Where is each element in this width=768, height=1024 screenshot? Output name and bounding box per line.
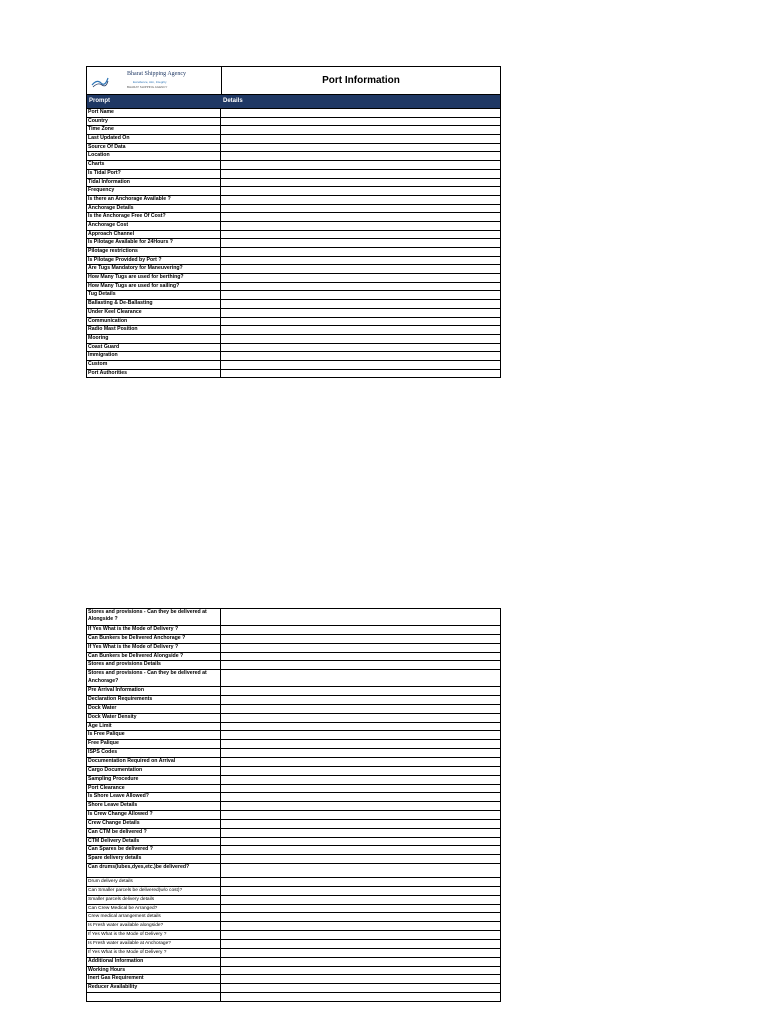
prompt-cell: Can Spares be delivered ? bbox=[87, 846, 221, 854]
company-logo bbox=[87, 67, 222, 94]
table-row bbox=[87, 135, 500, 144]
table-row bbox=[87, 940, 500, 949]
prompt-cell: Can Smaller parcels be delivered(w/o cost)? bbox=[87, 887, 221, 895]
prompt-cell: Can Bunkers be Delivered Alongside ? bbox=[87, 653, 221, 661]
table-row bbox=[87, 975, 500, 984]
table-row bbox=[87, 257, 500, 266]
prompt-cell: If Yes What is the Mode of Delivery ? bbox=[87, 626, 221, 634]
ship-logo-icon bbox=[91, 75, 109, 89]
details-cell[interactable] bbox=[221, 922, 500, 930]
prompt-cell: Working Hours bbox=[87, 967, 221, 975]
details-cell[interactable] bbox=[221, 109, 500, 117]
details-cell[interactable] bbox=[221, 370, 500, 378]
company-subline: BHARAT SHIPPING AGENCY bbox=[127, 85, 168, 89]
prompt-cell: Immigration bbox=[87, 352, 221, 360]
table-row bbox=[87, 344, 500, 353]
prompt-cell: Dock Water Density bbox=[87, 714, 221, 722]
details-cell[interactable] bbox=[221, 749, 500, 757]
prompt-cell: Inert Gas Requirement bbox=[87, 975, 221, 983]
prompt-cell: Dock Water bbox=[87, 705, 221, 713]
table-row bbox=[87, 309, 500, 318]
prompt-column-header: Prompt bbox=[89, 98, 110, 104]
details-cell[interactable] bbox=[221, 283, 500, 291]
company-name: Bharat Shipping Agency bbox=[127, 71, 186, 77]
prompt-cell: Tidal Information bbox=[87, 179, 221, 187]
details-cell[interactable] bbox=[221, 687, 500, 695]
table-row bbox=[87, 291, 500, 300]
table-row bbox=[87, 931, 500, 940]
table-row bbox=[87, 958, 500, 967]
port-services-table bbox=[86, 608, 501, 1002]
prompt-cell: Cargo Documentation bbox=[87, 767, 221, 775]
table-row bbox=[87, 887, 500, 896]
table-row bbox=[87, 829, 500, 838]
details-cell[interactable] bbox=[221, 644, 500, 652]
table-row bbox=[87, 967, 500, 976]
details-cell[interactable] bbox=[221, 635, 500, 643]
prompt-cell: Crew Change Details bbox=[87, 820, 221, 828]
table-row bbox=[87, 723, 500, 732]
details-cell[interactable] bbox=[221, 940, 500, 948]
table-row bbox=[87, 864, 500, 878]
details-cell[interactable] bbox=[221, 239, 500, 247]
details-cell[interactable] bbox=[221, 993, 500, 1001]
details-cell[interactable] bbox=[221, 913, 500, 921]
prompt-cell: How Many Tugs are used for sailing? bbox=[87, 283, 221, 291]
details-cell[interactable] bbox=[221, 344, 500, 352]
table-row bbox=[87, 109, 500, 118]
table-row bbox=[87, 855, 500, 864]
table-row bbox=[87, 984, 500, 993]
prompt-cell: Custom bbox=[87, 361, 221, 369]
details-cell[interactable] bbox=[221, 949, 500, 957]
prompt-cell: Can drums(lubes,dyes,etc.)be delivered? bbox=[87, 864, 221, 877]
prompt-cell: Spare delivery details bbox=[87, 855, 221, 863]
prompt-cell: ISPS Codes bbox=[87, 749, 221, 757]
prompt-cell: Stores and provisions Details bbox=[87, 661, 221, 669]
table-row bbox=[87, 949, 500, 958]
details-cell[interactable] bbox=[221, 767, 500, 775]
table-row bbox=[87, 170, 500, 179]
details-cell[interactable] bbox=[221, 802, 500, 810]
details-cell[interactable] bbox=[221, 318, 500, 326]
table-row bbox=[87, 205, 500, 214]
details-cell[interactable] bbox=[221, 213, 500, 221]
prompt-cell: Age Limit bbox=[87, 723, 221, 731]
prompt-cell: Can Bunkers be Delivered Anchorage ? bbox=[87, 635, 221, 643]
details-cell[interactable] bbox=[221, 705, 500, 713]
prompt-cell: Is Pilotage Available for 24Hours ? bbox=[87, 239, 221, 247]
details-cell[interactable] bbox=[221, 931, 500, 939]
table-row bbox=[87, 993, 500, 1002]
prompt-cell: Is Crew Change Allowed ? bbox=[87, 811, 221, 819]
table-row bbox=[87, 626, 500, 635]
details-cell[interactable] bbox=[221, 205, 500, 213]
table-row bbox=[87, 213, 500, 222]
prompt-cell: Is there an Anchorage Available ? bbox=[87, 196, 221, 204]
table-row bbox=[87, 326, 500, 335]
table-row bbox=[87, 758, 500, 767]
table-row bbox=[87, 922, 500, 931]
prompt-cell: Anchorage Cost bbox=[87, 222, 221, 230]
table-row bbox=[87, 231, 500, 240]
prompt-cell: Crew medical arrangement details bbox=[87, 913, 221, 921]
prompt-cell: Additional Information bbox=[87, 958, 221, 966]
table-row bbox=[87, 335, 500, 344]
details-cell[interactable] bbox=[221, 811, 500, 819]
prompt-cell: Is Fresh water available alongside? bbox=[87, 922, 221, 930]
prompt-cell: Pilotage restrictions bbox=[87, 248, 221, 256]
details-cell[interactable] bbox=[221, 152, 500, 160]
prompt-cell: Communication bbox=[87, 318, 221, 326]
prompt-cell: Smaller parcels delivery details bbox=[87, 896, 221, 904]
details-cell[interactable] bbox=[221, 878, 500, 886]
prompt-cell: Frequency bbox=[87, 187, 221, 195]
prompt-cell: Country bbox=[87, 118, 221, 126]
details-cell[interactable] bbox=[221, 661, 500, 669]
table-row bbox=[87, 740, 500, 749]
details-cell[interactable] bbox=[221, 731, 500, 739]
table-row bbox=[87, 274, 500, 283]
details-cell[interactable] bbox=[221, 855, 500, 863]
prompt-cell: Free Palique bbox=[87, 740, 221, 748]
table-row bbox=[87, 749, 500, 758]
details-cell[interactable] bbox=[221, 967, 500, 975]
prompt-cell: Charts bbox=[87, 161, 221, 169]
details-cell[interactable] bbox=[221, 975, 500, 983]
details-cell[interactable] bbox=[221, 626, 500, 634]
details-cell[interactable] bbox=[221, 144, 500, 152]
details-cell[interactable] bbox=[221, 257, 500, 265]
prompt-cell: Is Fresh water available at Anchorage? bbox=[87, 940, 221, 948]
prompt-cell: Radio Mast Position bbox=[87, 326, 221, 334]
table-row bbox=[87, 239, 500, 248]
prompt-cell: Tug Details bbox=[87, 291, 221, 299]
table-row bbox=[87, 370, 500, 379]
table-row bbox=[87, 179, 500, 188]
table-row bbox=[87, 878, 500, 887]
sheet-header bbox=[86, 66, 501, 95]
details-cell[interactable] bbox=[221, 714, 500, 722]
details-cell[interactable] bbox=[221, 118, 500, 126]
table-row bbox=[87, 653, 500, 662]
prompt-cell: Time Zone bbox=[87, 126, 221, 134]
prompt-cell: Is Tidal Port? bbox=[87, 170, 221, 178]
details-cell[interactable] bbox=[221, 291, 500, 299]
details-cell[interactable] bbox=[221, 723, 500, 731]
table-row bbox=[87, 661, 500, 670]
prompt-cell: If Yes What is the Mode of Delivery ? bbox=[87, 949, 221, 957]
table-row bbox=[87, 785, 500, 794]
prompt-cell: Stores and provisions - Can they be delivered at Alongside ? bbox=[87, 609, 221, 625]
table-row bbox=[87, 118, 500, 127]
table-row bbox=[87, 187, 500, 196]
table-row bbox=[87, 126, 500, 135]
details-cell[interactable] bbox=[221, 309, 500, 317]
details-cell[interactable] bbox=[221, 838, 500, 846]
table-row bbox=[87, 670, 500, 687]
prompt-cell: Ballasting & De-Ballasting bbox=[87, 300, 221, 308]
prompt-cell: How Many Tugs are used for berthing? bbox=[87, 274, 221, 282]
details-cell[interactable] bbox=[221, 335, 500, 343]
details-cell[interactable] bbox=[221, 864, 500, 877]
table-row bbox=[87, 265, 500, 274]
prompt-cell: Is Free Palique bbox=[87, 731, 221, 739]
table-row bbox=[87, 222, 500, 231]
prompt-cell: Documentation Required on Arrival bbox=[87, 758, 221, 766]
details-cell[interactable] bbox=[221, 170, 500, 178]
prompt-cell: Approach Channel bbox=[87, 231, 221, 239]
details-cell[interactable] bbox=[221, 187, 500, 195]
table-row bbox=[87, 609, 500, 626]
prompt-cell: Reducer Availability bbox=[87, 984, 221, 992]
prompt-cell: If Yes What is the Mode of Delivery ? bbox=[87, 931, 221, 939]
details-cell[interactable] bbox=[221, 300, 500, 308]
table-row bbox=[87, 820, 500, 829]
details-cell[interactable] bbox=[221, 265, 500, 273]
table-row bbox=[87, 300, 500, 309]
details-cell[interactable] bbox=[221, 609, 500, 625]
prompt-cell: If Yes What is the Mode of Delivery ? bbox=[87, 644, 221, 652]
details-column-header: Details bbox=[223, 98, 243, 104]
details-cell[interactable] bbox=[221, 740, 500, 748]
table-row bbox=[87, 644, 500, 653]
table-row bbox=[87, 913, 500, 922]
details-cell[interactable] bbox=[221, 352, 500, 360]
details-cell[interactable] bbox=[221, 248, 500, 256]
details-cell[interactable] bbox=[221, 793, 500, 801]
prompt-cell: Port Clearance bbox=[87, 785, 221, 793]
details-cell[interactable] bbox=[221, 887, 500, 895]
details-cell[interactable] bbox=[221, 820, 500, 828]
prompt-cell: Source Of Data bbox=[87, 144, 221, 152]
prompt-cell: Sampling Procedure bbox=[87, 776, 221, 784]
table-row bbox=[87, 361, 500, 370]
prompt-cell: Port Name bbox=[87, 109, 221, 117]
details-cell[interactable] bbox=[221, 758, 500, 766]
details-cell[interactable] bbox=[221, 696, 500, 704]
table-row bbox=[87, 811, 500, 820]
prompt-cell: Location bbox=[87, 152, 221, 160]
details-cell[interactable] bbox=[221, 896, 500, 904]
table-row bbox=[87, 687, 500, 696]
column-header-row bbox=[86, 95, 501, 108]
table-row bbox=[87, 905, 500, 914]
prompt-cell: Are Tugs Mandatory for Maneuvering? bbox=[87, 265, 221, 273]
details-cell[interactable] bbox=[221, 196, 500, 204]
prompt-cell: Can Crew Medical be Arranged? bbox=[87, 905, 221, 913]
port-info-table bbox=[86, 108, 501, 378]
details-cell[interactable] bbox=[221, 126, 500, 134]
table-row bbox=[87, 196, 500, 205]
table-row bbox=[87, 144, 500, 153]
table-row bbox=[87, 714, 500, 723]
prompt-cell: Drum delivery details bbox=[87, 878, 221, 886]
table-row bbox=[87, 635, 500, 644]
table-row bbox=[87, 318, 500, 327]
details-cell[interactable] bbox=[221, 785, 500, 793]
details-cell[interactable] bbox=[221, 958, 500, 966]
prompt-cell: Shore Leave Details bbox=[87, 802, 221, 810]
details-cell[interactable] bbox=[221, 274, 500, 282]
details-cell[interactable] bbox=[221, 776, 500, 784]
prompt-cell bbox=[87, 993, 221, 1001]
page-title: Port Information bbox=[322, 75, 400, 86]
prompt-cell: Is Pilotage Provided by Port ? bbox=[87, 257, 221, 265]
prompt-cell: Mooring bbox=[87, 335, 221, 343]
details-cell[interactable] bbox=[221, 135, 500, 143]
table-row bbox=[87, 283, 500, 292]
table-row bbox=[87, 896, 500, 905]
table-row bbox=[87, 776, 500, 785]
table-row bbox=[87, 248, 500, 257]
prompt-cell: Is Shore Leave Allowed? bbox=[87, 793, 221, 801]
table-row bbox=[87, 696, 500, 705]
details-cell[interactable] bbox=[221, 846, 500, 854]
port-information-sheet-page-2 bbox=[86, 608, 501, 1002]
table-row bbox=[87, 161, 500, 170]
details-cell[interactable] bbox=[221, 829, 500, 837]
prompt-cell: Declaration Requirements bbox=[87, 696, 221, 704]
prompt-cell: Coast Guard bbox=[87, 344, 221, 352]
prompt-cell: Is the Anchorage Free Of Cost? bbox=[87, 213, 221, 221]
table-row bbox=[87, 352, 500, 361]
details-cell[interactable] bbox=[221, 653, 500, 661]
details-cell[interactable] bbox=[221, 161, 500, 169]
details-cell[interactable] bbox=[221, 984, 500, 992]
prompt-cell: Pre Arrival Information bbox=[87, 687, 221, 695]
table-row bbox=[87, 793, 500, 802]
details-cell[interactable] bbox=[221, 179, 500, 187]
details-cell[interactable] bbox=[221, 222, 500, 230]
table-row bbox=[87, 767, 500, 776]
table-row bbox=[87, 846, 500, 855]
prompt-cell: Anchorage Details bbox=[87, 205, 221, 213]
prompt-cell: Last Updated On bbox=[87, 135, 221, 143]
details-cell[interactable] bbox=[221, 905, 500, 913]
prompt-cell: Under Keel Clearance bbox=[87, 309, 221, 317]
table-row bbox=[87, 731, 500, 740]
prompt-cell: Port Authorities bbox=[87, 370, 221, 378]
prompt-cell: CTM Delivery Details bbox=[87, 838, 221, 846]
table-row bbox=[87, 152, 500, 161]
port-information-sheet-page-1 bbox=[86, 66, 501, 378]
table-row bbox=[87, 802, 500, 811]
table-row bbox=[87, 838, 500, 847]
table-row bbox=[87, 705, 500, 714]
prompt-cell: Can CTM be delivered ? bbox=[87, 829, 221, 837]
details-cell[interactable] bbox=[221, 326, 500, 334]
prompt-cell: Stores and provisions - Can they be delivered at Anchorage? bbox=[87, 670, 221, 686]
details-cell[interactable] bbox=[221, 670, 500, 686]
details-cell[interactable] bbox=[221, 361, 500, 369]
company-tagline: Excellence, Aim, Integrity bbox=[133, 80, 167, 84]
details-cell[interactable] bbox=[221, 231, 500, 239]
